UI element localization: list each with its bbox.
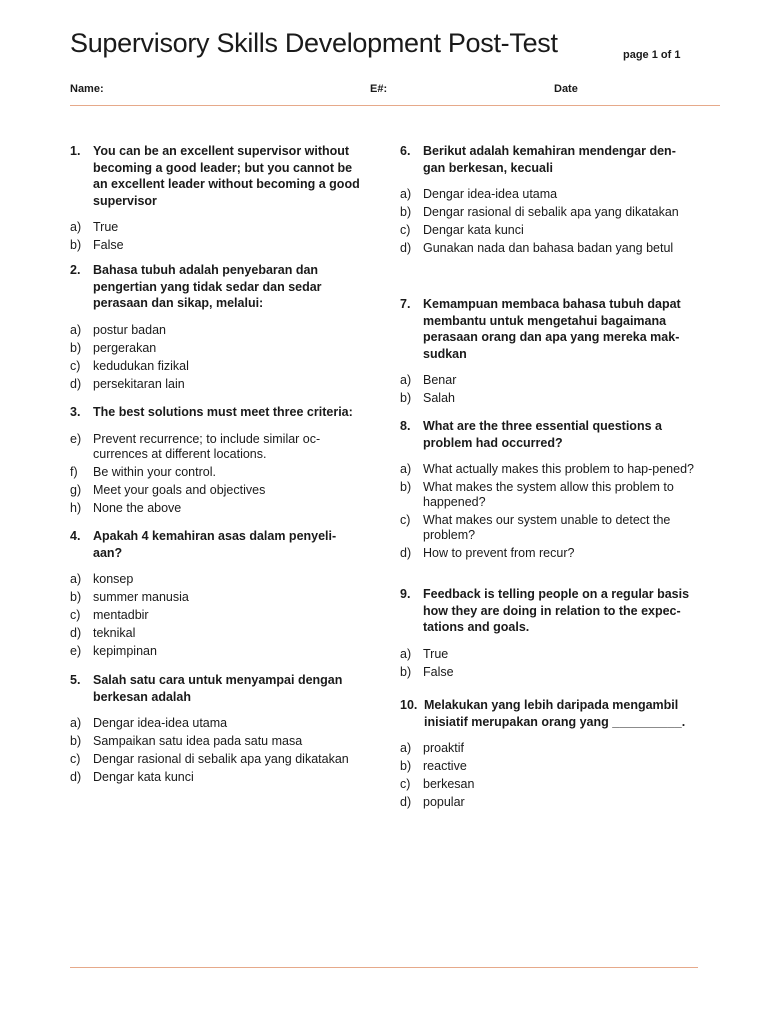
page-title: Supervisory Skills Development Post-Test — [70, 28, 558, 58]
question-text: Feedback is telling people on a regular basis how they are doing in relation to the expec-tations and goals. — [423, 587, 690, 634]
name-label: Name: — [70, 83, 104, 95]
question-text-row — [400, 697, 696, 730]
option-letter: g) — [70, 482, 82, 497]
option-letter: b) — [400, 759, 412, 773]
option-letter: a) — [70, 572, 82, 586]
option-letter: d) — [70, 626, 82, 640]
question-text-row — [400, 586, 696, 636]
answer-option[interactable] — [400, 373, 696, 388]
option-text: teknikal — [93, 626, 136, 640]
answer-option[interactable] — [70, 608, 362, 623]
answer-option[interactable] — [70, 323, 362, 338]
question-7 — [400, 296, 696, 406]
answer-option[interactable] — [400, 741, 696, 756]
option-text: What actually makes this problem to hap-pened? — [423, 462, 694, 476]
question-number: 9. — [400, 587, 411, 601]
option-text: postur badan — [93, 322, 166, 337]
option-text: None the above — [93, 500, 182, 515]
option-letter: b) — [70, 590, 82, 604]
answer-options — [70, 432, 362, 516]
option-text: False — [93, 238, 124, 252]
answer-option[interactable] — [70, 644, 362, 659]
option-letter: b) — [400, 205, 412, 219]
option-text: popular — [423, 795, 465, 809]
answer-option[interactable] — [400, 546, 696, 561]
answer-options — [70, 220, 362, 253]
option-text: Dengar idea-idea utama — [423, 187, 558, 201]
option-text: berkesan — [423, 777, 475, 791]
answer-option[interactable] — [70, 770, 362, 785]
option-text: kepimpinan — [93, 644, 157, 658]
option-text: How to prevent from recur? — [423, 546, 575, 560]
option-letter: f) — [70, 464, 78, 479]
answer-option[interactable] — [400, 795, 696, 810]
answer-options — [70, 716, 362, 785]
answer-option[interactable] — [400, 223, 696, 238]
date-label: Date — [554, 83, 578, 95]
question-text: The best solutions must meet three criteria: — [93, 405, 353, 419]
option-letter: b) — [70, 238, 82, 252]
question-text: Bahasa tubuh adalah penyebaran dan pengertian yang tidak sedar dan sedar perasaan dan sikap, melalui: — [93, 263, 322, 310]
question-text: You can be an excellent supervisor without becoming a good leader; but you cannot be an excellent leader without becoming a good supervisor — [93, 144, 360, 208]
answer-option[interactable] — [400, 462, 696, 477]
option-text: persekitaran lain — [93, 376, 185, 391]
answer-option[interactable] — [70, 716, 362, 731]
question-text-row — [400, 418, 696, 451]
option-text: konsep — [93, 572, 134, 586]
option-letter: b) — [400, 391, 412, 405]
question-number: 2. — [70, 263, 81, 277]
option-letter: b) — [400, 664, 412, 679]
answer-options — [400, 647, 696, 680]
answer-options — [400, 462, 696, 561]
option-letter: e) — [70, 644, 82, 658]
option-letter: b) — [70, 340, 82, 355]
answer-option[interactable] — [70, 377, 362, 392]
question-text: Apakah 4 kemahiran asas dalam penyeli-aan? — [93, 529, 337, 560]
option-letter: d) — [400, 241, 412, 255]
question-4 — [70, 528, 362, 659]
option-letter: d) — [400, 546, 412, 560]
question-number: 5. — [70, 673, 81, 687]
option-letter: a) — [70, 220, 82, 234]
answer-option[interactable] — [400, 647, 696, 662]
question-number: 7. — [400, 297, 411, 311]
question-number: 8. — [400, 419, 411, 433]
question-text: Melakukan yang lebih daripada mengambil inisiatif merupakan orang yang __________. — [424, 698, 686, 729]
option-letter: a) — [400, 187, 412, 201]
option-text: Dengar idea-idea utama — [93, 716, 228, 730]
question-text-row — [400, 143, 696, 176]
answer-options — [70, 572, 362, 659]
question-text: Salah satu cara untuk menyampai dengan berkesan adalah — [93, 673, 343, 704]
option-letter: h) — [70, 500, 82, 515]
answer-option[interactable] — [70, 590, 362, 605]
option-text: pergerakan — [93, 340, 157, 355]
answer-option[interactable] — [70, 626, 362, 641]
option-text: Dengar rasional di sebalik apa yang dikatakan — [93, 752, 349, 766]
question-9 — [400, 586, 696, 680]
question-10 — [400, 697, 696, 810]
answer-option[interactable] — [400, 205, 696, 220]
answer-option[interactable] — [400, 665, 696, 680]
option-text: reactive — [423, 759, 467, 773]
option-text: What makes our system unable to detect the problem? — [423, 513, 671, 542]
option-text: Prevent recurrence; to include similar oc-currences at different locations. — [93, 431, 321, 461]
answer-options — [400, 741, 696, 810]
question-number: 1. — [70, 144, 81, 158]
option-text: True — [423, 646, 449, 661]
option-text: Be within your control. — [93, 464, 216, 479]
option-letter: c) — [70, 752, 81, 766]
question-1 — [70, 143, 362, 253]
option-letter: c) — [400, 223, 411, 237]
option-letter: c) — [400, 513, 411, 527]
answer-option[interactable] — [70, 238, 362, 253]
option-letter: a) — [70, 322, 82, 337]
question-text-row — [70, 143, 362, 209]
option-text: mentadbir — [93, 608, 149, 622]
option-letter: a) — [400, 462, 412, 476]
answer-option[interactable] — [70, 341, 362, 356]
option-letter: a) — [400, 741, 412, 755]
answer-option[interactable] — [70, 501, 362, 516]
question-text-row — [70, 672, 362, 705]
option-text: What makes the system allow this problem to happened? — [423, 480, 674, 509]
question-number: 10. — [400, 698, 418, 712]
answer-option[interactable] — [400, 480, 696, 510]
question-text: Berikut adalah kemahiran mendengar den-gan berkesan, kecuali — [423, 144, 676, 175]
question-number: 6. — [400, 144, 411, 158]
question-text-row — [70, 262, 362, 312]
question-text: Kemampuan membaca bahasa tubuh dapat membantu untuk mengetahui bagaimana perasaan orang dan apa yang mereka mak-sudkan — [423, 297, 681, 361]
header-divider — [70, 105, 720, 106]
option-letter: c) — [70, 608, 81, 622]
option-letter: d) — [400, 795, 412, 809]
option-text: Benar — [423, 373, 457, 387]
answer-option[interactable] — [70, 432, 362, 462]
answer-options — [400, 187, 696, 256]
question-number: 3. — [70, 405, 81, 419]
question-number: 4. — [70, 529, 81, 543]
answer-options — [70, 323, 362, 392]
answer-option[interactable] — [70, 465, 362, 480]
option-text: summer manusia — [93, 590, 189, 604]
option-text: Meet your goals and objectives — [93, 482, 266, 497]
option-text: kedudukan fizikal — [93, 358, 189, 373]
option-letter: a) — [400, 646, 412, 661]
option-text: Dengar kata kunci — [423, 223, 524, 237]
option-letter: d) — [70, 376, 82, 391]
answer-option[interactable] — [70, 752, 362, 767]
answer-option[interactable] — [400, 187, 696, 202]
answer-options — [400, 373, 696, 406]
question-text: What are the three essential questions a problem had occurred? — [423, 419, 662, 450]
question-8 — [400, 418, 696, 561]
option-letter: b) — [70, 734, 82, 748]
page-number: page 1 of 1 — [623, 49, 681, 61]
answer-option[interactable] — [400, 513, 696, 543]
answer-option[interactable] — [70, 572, 362, 587]
option-letter: e) — [70, 431, 82, 446]
answer-option[interactable] — [400, 391, 696, 406]
question-5 — [70, 672, 362, 785]
answer-option[interactable] — [70, 483, 362, 498]
e-number-label: E#: — [370, 83, 388, 95]
option-text: Salah — [423, 391, 455, 405]
question-text-row — [70, 528, 362, 561]
option-letter: b) — [400, 480, 412, 494]
question-2 — [70, 262, 362, 392]
answer-option[interactable] — [70, 359, 362, 374]
option-letter: a) — [400, 373, 412, 387]
option-text: False — [423, 664, 454, 679]
option-letter: c) — [70, 358, 81, 373]
answer-option[interactable] — [400, 777, 696, 792]
option-text: Sampaikan satu idea pada satu masa — [93, 734, 303, 748]
question-3 — [70, 404, 362, 516]
answer-option[interactable] — [70, 734, 362, 749]
answer-option[interactable] — [400, 759, 696, 774]
question-text-row — [70, 404, 362, 421]
option-text: True — [93, 220, 119, 234]
option-text: proaktif — [423, 741, 464, 755]
option-letter: d) — [70, 770, 82, 784]
footer-divider — [70, 967, 698, 968]
question-text-row — [400, 296, 696, 362]
option-text: Gunakan nada dan bahasa badan yang betul — [423, 241, 674, 255]
option-text: Dengar kata kunci — [93, 770, 194, 784]
option-letter: c) — [400, 777, 411, 791]
option-letter: a) — [70, 716, 82, 730]
answer-option[interactable] — [70, 220, 362, 235]
answer-option[interactable] — [400, 241, 696, 256]
option-text: Dengar rasional di sebalik apa yang dikatakan — [423, 205, 679, 219]
question-6 — [400, 143, 696, 256]
